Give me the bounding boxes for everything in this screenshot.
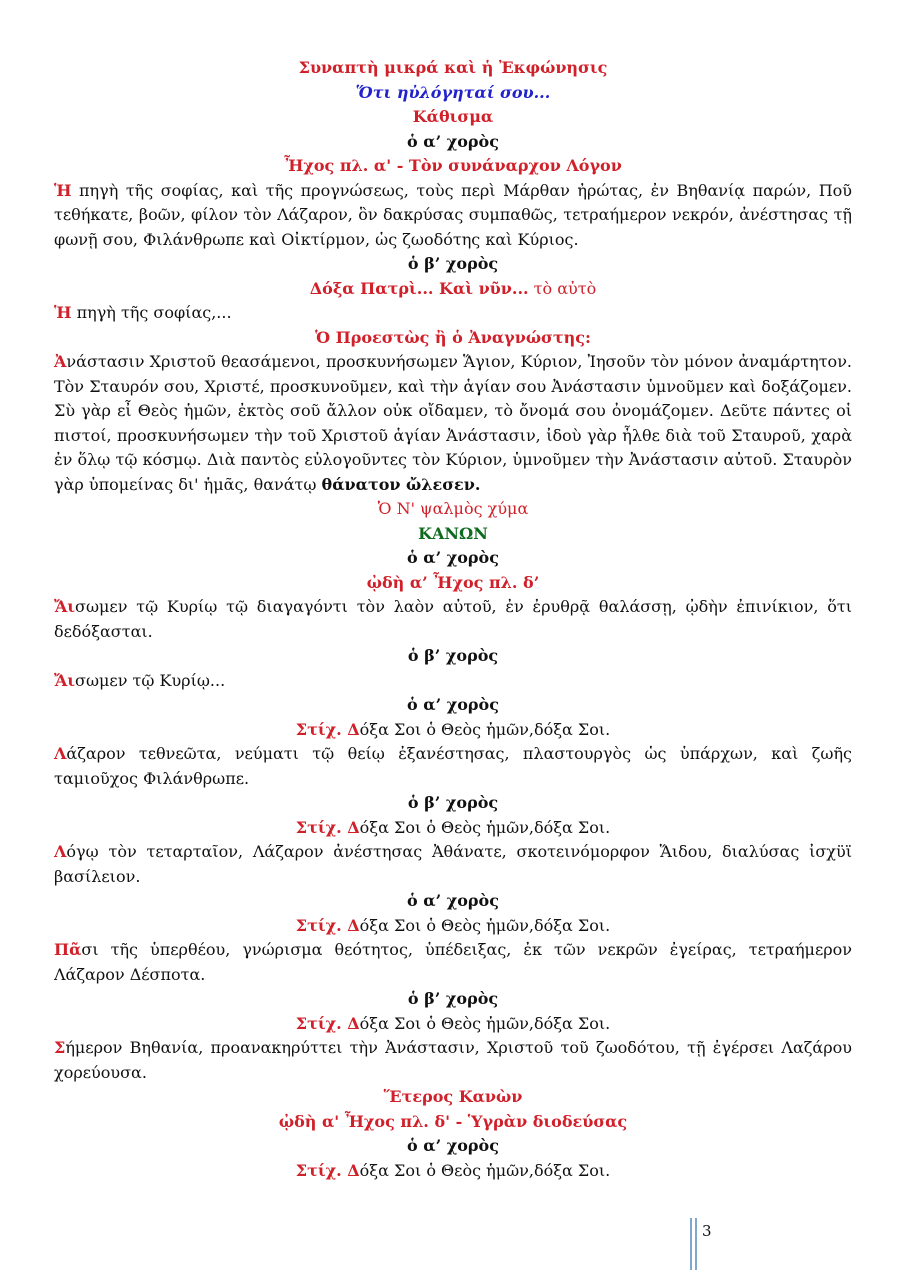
eteros-kanon-heading: Ἕτερος Κανὼν bbox=[383, 1087, 523, 1106]
choir-b-label: ὁ β’ χορὸς bbox=[407, 793, 499, 812]
stichos-label: Στίχ. Δ bbox=[295, 1013, 360, 1033]
choir-a-label: ὁ α’ χορὸς bbox=[407, 548, 499, 567]
stichos-text: όξα Σοι ὁ Θεὸς ἡμῶν,δόξα Σοι. bbox=[359, 719, 611, 739]
stichos-text: όξα Σοι ὁ Θεὸς ἡμῶν,δόξα Σοι. bbox=[359, 1013, 611, 1033]
page-number-divider bbox=[695, 1218, 697, 1270]
stichos-line bbox=[54, 1012, 852, 1037]
hymn-text: σι τῆς ὑπερθέου, γνώρισμα θεότητος, ὑπέδειξας, ἐκ τῶν νεκρῶν ἐγείρας, τετραήμερον Λάζαρον Δέσποτα. bbox=[54, 940, 852, 984]
document-page bbox=[54, 56, 852, 1183]
initial-letter: Ἀ bbox=[54, 352, 67, 371]
initial-letter: Ἄι bbox=[54, 670, 76, 690]
page-number-divider bbox=[690, 1218, 692, 1270]
kathisma-title: Κάθισμα bbox=[412, 107, 494, 126]
stichos-label: Στίχ. Δ bbox=[295, 1160, 360, 1180]
stichos-line bbox=[54, 816, 852, 841]
choir-b-label: ὁ β’ χορὸς bbox=[407, 254, 499, 273]
initial-letter: Ἄι bbox=[54, 597, 76, 616]
psalm-50-heading: Ὁ Ν' ψαλμὸς χύμα bbox=[377, 499, 529, 518]
hymn-text: πηγὴ τῆς σοφίας, καὶ τῆς προγνώσεως, τοὺς περὶ Μάρθαν ἠρώτας, ἐν Βηθανίᾳ παρών, Ποῦ τεθήκατε, βοῶν, φίλον τὸν Λάζαρον, ὃν δακρύσας συμπαθῶς, τετραήμερον νεκρόν, ἀνέστησας τῇ φωνῇ σου, Φιλάνθρωπε καὶ Οἰκτίρμον, ὡς ζωοδότης καὶ Κύριος. bbox=[54, 180, 852, 249]
page-number: 3 bbox=[702, 1222, 712, 1240]
hymn-text: σωμεν τῷ Κυρίῳ τῷ διαγαγόντι τὸν λαὸν αὐτοῦ, ἐν ἐρυθρᾷ θαλάσσῃ, ᾠδὴν ἐπινίκιον, ὅτι δεδόξασται. bbox=[54, 597, 852, 641]
hymn-paragraph bbox=[54, 669, 852, 694]
initial-letter: Λ bbox=[54, 842, 67, 861]
hymn-text: άζαρον τεθνεῶτα, νεύματι τῷ θείῳ ἐξανέστησας, πλαστουργὸς ὡς ὑπάρχων, καὶ ζωῆς ταμιοῦχος Φιλάνθρωπε. bbox=[54, 744, 852, 788]
proestos-heading: Ὁ Προεστὼς ἢ ὁ Ἀναγνώστης: bbox=[315, 327, 591, 347]
page-number-block bbox=[690, 1218, 750, 1270]
troparion-paragraph bbox=[54, 938, 852, 987]
ode-heading: ᾠδὴ α’ Ἦχος πλ. δ’ bbox=[366, 572, 540, 592]
initial-letter: Ἡ bbox=[54, 303, 72, 322]
hirmos-paragraph bbox=[54, 595, 852, 644]
stichos-text: όξα Σοι ὁ Θεὸς ἡμῶν,δόξα Σοι. bbox=[359, 817, 611, 837]
echos-heading: Ἦχος πλ. α' - Τὸν συνάναρχον Λόγον bbox=[284, 156, 622, 175]
initial-letter: Ἡ bbox=[54, 180, 72, 200]
choir-a-label: ὁ α’ χορὸς bbox=[407, 1136, 499, 1155]
stichos-label: Στίχ. Δ bbox=[295, 915, 360, 935]
ode-heading: ᾠδὴ α' Ἦχος πλ. δ' - Ὑγρὰν διοδεύσας bbox=[278, 1111, 628, 1131]
doxa-bold: Δόξα Πατρὶ... Καὶ νῦν... bbox=[309, 278, 529, 298]
choir-a-label: ὁ α’ χορὸς bbox=[407, 695, 499, 714]
initial-letter: Πᾶ bbox=[54, 940, 82, 959]
troparion-paragraph bbox=[54, 742, 852, 791]
stichos-line bbox=[54, 718, 852, 743]
hymn-text: νάστασιν Χριστοῦ θεασάμενοι, προσκυνήσωμεν Ἅγιον, Κύριον, Ἰησοῦν τὸν μόνον ἀναμάρτητον. Τὸν Σταυρόν σου, Χριστέ, προσκυνοῦμεν, καὶ τὴν ἁγίαν σου Ἀνάστασιν ὑμνοῦμεν καὶ δοξάζομεν. Σὺ γὰρ εἶ Θεὸς ἡμῶν, ἐκτὸς σοῦ ἄλλον οὐκ οἴδαμεν, τὸ ὄνομά σου ὀνομάζομεν. Δεῦτε πάντες οἱ πιστοί, προσκυνήσωμεν τὴν τοῦ Χριστοῦ ἁγίαν Ἀνάστασιν, ἰδοὺ γὰρ ἦλθε διὰ τοῦ Σταυροῦ, χαρὰ ἐν ὅλῳ τῷ κόσμῳ. Διὰ παντὸς εὐλογοῦντες τὸν Κύριον, ὑμνοῦμεν τὴν Ἀνάστασιν αὐτοῦ. Σταυρὸν γὰρ ὑπομείνας δι' ἡμᾶς, θανάτῳ bbox=[54, 352, 852, 494]
initial-letter: Λ bbox=[54, 744, 67, 763]
hymn-text: όγῳ τὸν τεταρταῖον, Λάζαρον ἀνέστησας Ἀθάνατε, σκοτεινόμορφον Ἅιδου, διαλύσας ἰσχϋϊ βασίλειον. bbox=[54, 842, 852, 886]
ekfonisis: Ὅτι ηὐλόγηταί σου... bbox=[355, 82, 551, 102]
stichos-text: όξα Σοι ὁ Θεὸς ἡμῶν,δόξα Σοι. bbox=[359, 1160, 611, 1180]
hymn-text: σωμεν τῷ Κυρίῳ... bbox=[75, 670, 226, 690]
choir-b-label: ὁ β’ χορὸς bbox=[407, 646, 499, 665]
kanon-heading: ΚΑΝΩΝ bbox=[418, 523, 488, 543]
stichos-label: Στίχ. Δ bbox=[295, 719, 360, 739]
hymn-text: πηγὴ τῆς σοφίας,... bbox=[71, 303, 232, 322]
troparion-paragraph bbox=[54, 840, 852, 889]
choir-a-label: ὁ α’ χορὸς bbox=[407, 131, 499, 151]
stichos-line bbox=[54, 914, 852, 939]
doxa-tail: τὸ αὐτὸ bbox=[528, 278, 597, 298]
choir-a-label: ὁ α’ χορὸς bbox=[407, 891, 499, 910]
anastasis-paragraph bbox=[54, 350, 852, 497]
hymn-paragraph bbox=[54, 301, 852, 326]
stichos-text: όξα Σοι ὁ Θεὸς ἡμῶν,δόξα Σοι. bbox=[359, 915, 611, 935]
stichos-line bbox=[54, 1159, 852, 1184]
doxa-heading bbox=[54, 277, 852, 302]
stichos-label: Στίχ. Δ bbox=[295, 817, 360, 837]
initial-letter: Σ bbox=[54, 1038, 66, 1057]
hymn-text-bold: θάνατον ὤλεσεν. bbox=[321, 474, 481, 494]
troparion-paragraph bbox=[54, 1036, 852, 1085]
hymn-paragraph bbox=[54, 179, 852, 253]
choir-b-label: ὁ β’ χορὸς bbox=[407, 989, 499, 1008]
hymn-text: ήμερον Βηθανία, προανακηρύττει τὴν Ἀνάστασιν, Χριστοῦ τοῦ ζωοδότου, τῇ ἐγέρσει Λαζάρου χορεύουσα. bbox=[54, 1038, 852, 1082]
heading-synapte: Συναπτὴ μικρά καὶ ἡ Ἐκφώνησις bbox=[298, 58, 608, 77]
